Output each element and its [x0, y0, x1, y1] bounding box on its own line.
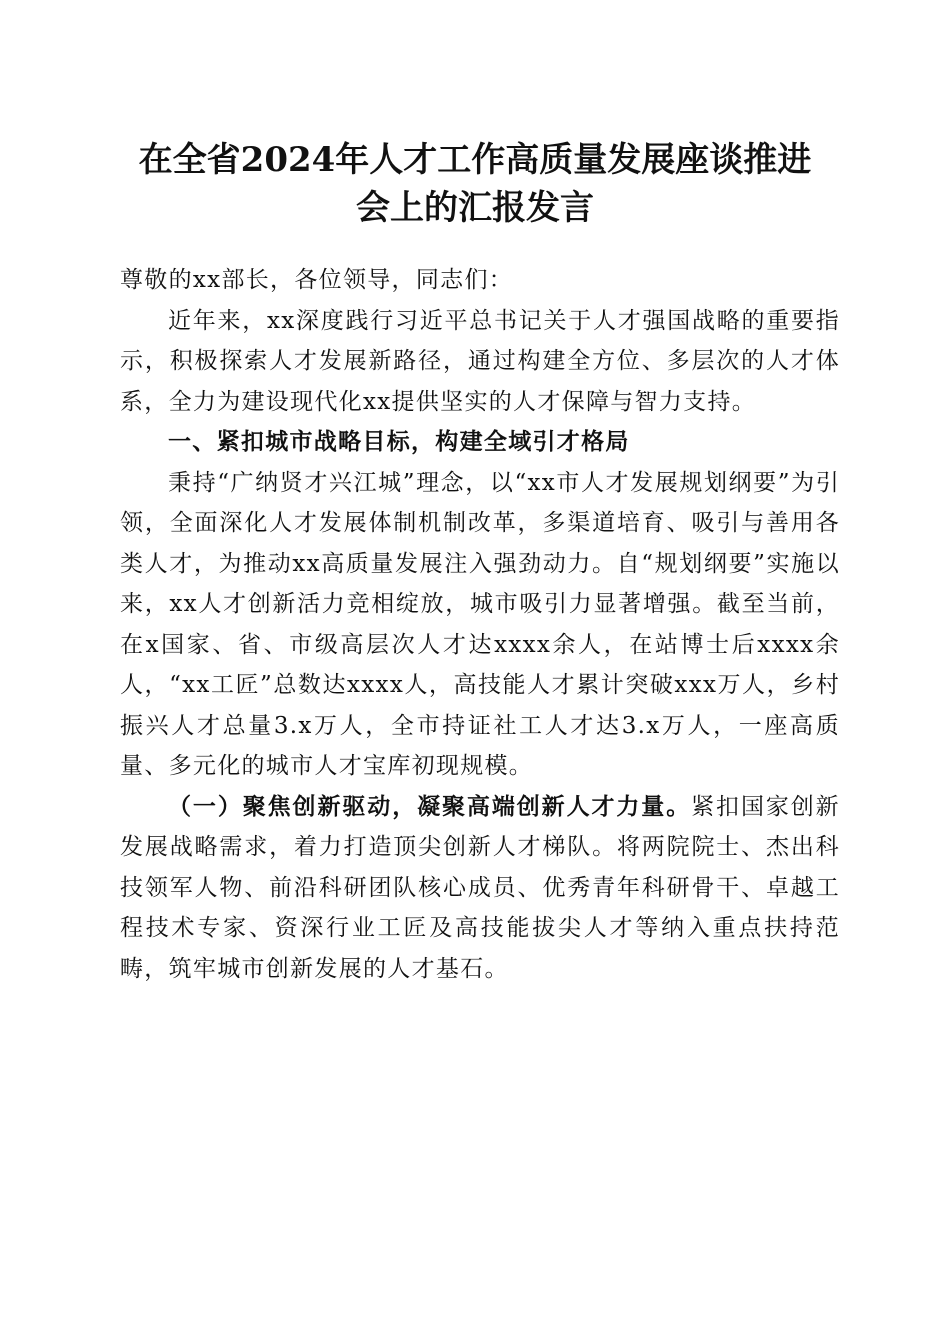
section-heading-1: 一、紧扣城市战略目标，构建全域引才格局: [168, 429, 630, 455]
section-paragraph-1: 秉持“广纳贤才兴江城”理念，以“xx市人才发展规划纲要”为引领，全面深化人才发展体制机制改革，多渠道培育、吸引与善用各类人才，为推动xx高质量发展注入强劲动力。自“规划纲要”实施以来，xx人才创新活力竞相绽放，城市吸引力显著增强。截至当前，在x国家、省、市级高层次人才达xxxx余人，在站博士后xxxx余人，“xx工匠”总数达xxxx人，高技能人才累计突破xxx万人，乡村振兴人才总量3.x万人，全市持证社工人才达3.x万人，一座高质量、多元化的城市人才宝库初现规模。: [120, 469, 840, 779]
page-title: [100, 136, 850, 232]
title-line-2: 会上的汇报发言: [356, 188, 594, 228]
subsection-body-1: 紧扣国家创新发展战略需求，着力打造顶尖创新人才梯队。将两院院士、杰出科技领军人物、前沿科研团队核心成员、优秀青年科研骨干、卓越工程技术专家、资深行业工匠及高技能拔尖人才等纳入重点扶持范畴，筑牢城市创新发展的人才基石。: [120, 793, 840, 982]
subsection-paragraph-1: [120, 787, 840, 990]
intro-paragraph: 近年来，xx深度践行习近平总书记关于人才强国战略的重要指示，积极探索人才发展新路径，通过构建全方位、多层次的人才体系，全力为建设现代化xx提供坚实的人才保障与智力支持。: [120, 307, 840, 415]
title-line-1: 在全省2024年人才工作高质量发展座谈推进: [138, 140, 812, 180]
document-body: [120, 260, 840, 989]
salutation: 尊敬的xx部长，各位领导，同志们：: [120, 267, 514, 293]
subsection-lead-1: （一）聚焦创新驱动，凝聚高端创新人才力量。: [168, 792, 692, 820]
